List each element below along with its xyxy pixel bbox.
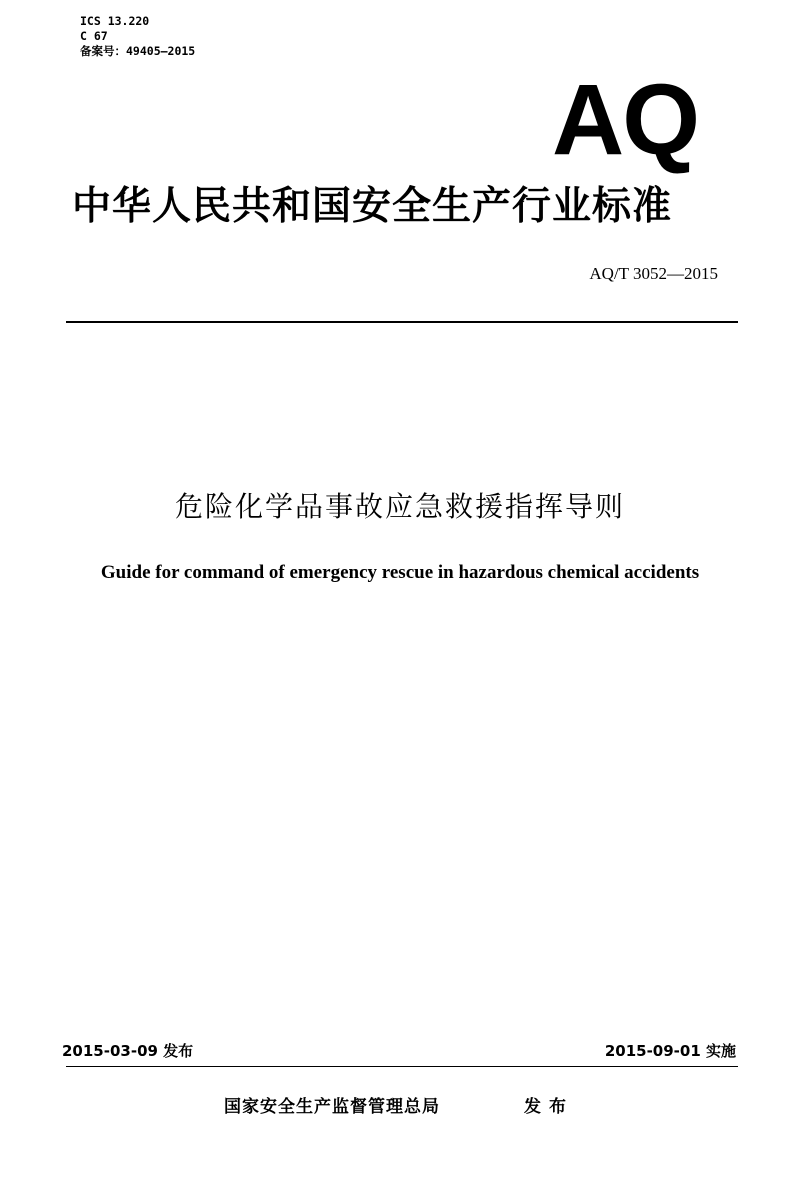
release-date: 2015-03-09 发布 — [62, 1042, 194, 1060]
issuing-action: 发布 — [524, 1097, 574, 1117]
ccs-code: C 67 — [80, 29, 108, 43]
aq-logo: AQ — [552, 64, 698, 176]
standard-code: AQ/T 3052—2015 — [589, 264, 718, 283]
classification-block — [80, 14, 195, 59]
document-title-chinese: 危险化学品事故应急救援指挥导则 — [174, 490, 625, 523]
top-divider — [66, 321, 738, 323]
implementation-date: 2015-09-01 实施 — [604, 1042, 736, 1060]
standard-category: 中华人民共和国安全生产行业标准 — [72, 184, 673, 229]
ics-code: ICS 13.220 — [80, 14, 150, 28]
record-number: 备案号：49405—2015 — [80, 44, 196, 58]
document-title-english: Guide for command of emergency rescue in hazardous chemical accidents — [100, 562, 700, 583]
bottom-divider — [66, 1066, 738, 1067]
issuing-authority: 国家安全生产监督管理总局 — [224, 1097, 440, 1117]
